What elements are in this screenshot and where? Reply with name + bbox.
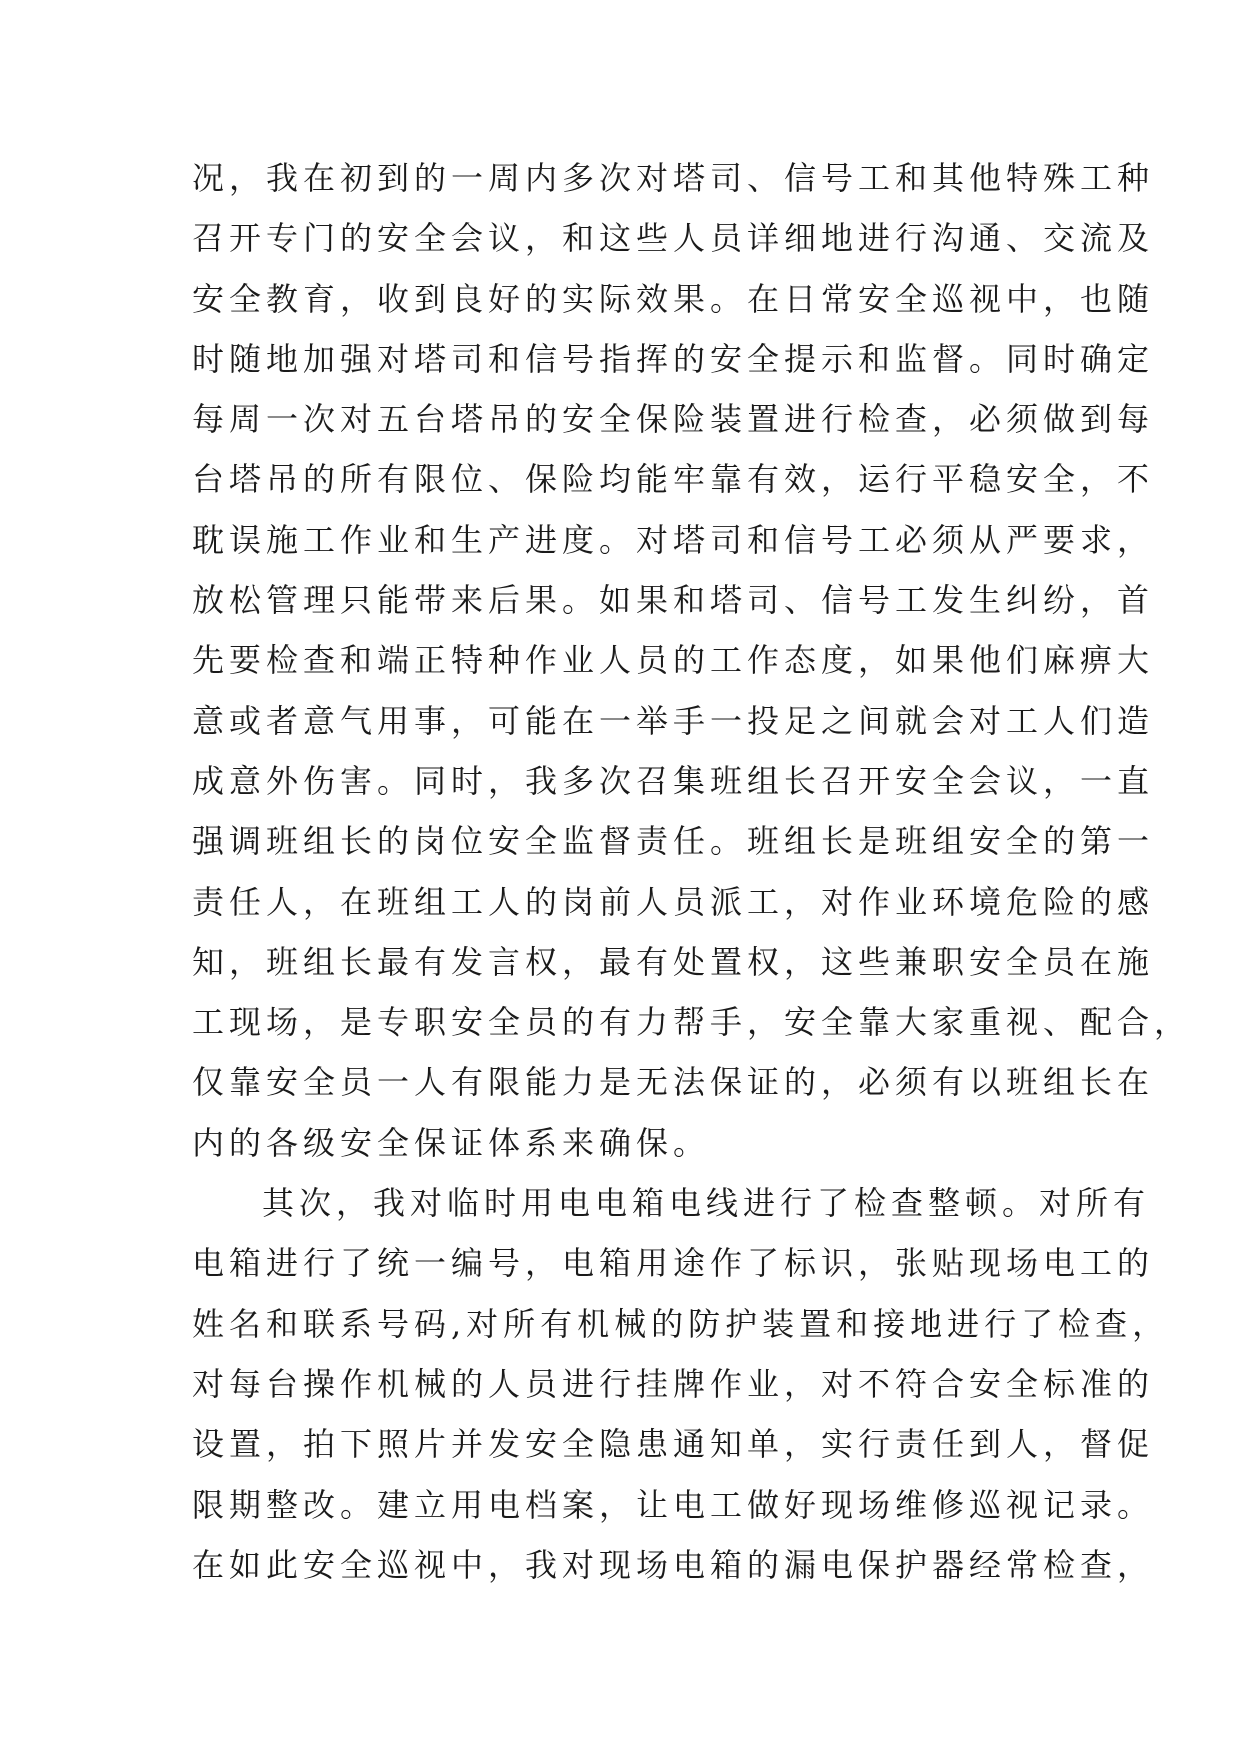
text-line: 知，班组长最有发言权，最有处置权，这些兼职安全员在施 [192,942,1155,981]
text-line: 在如此安全巡视中，我对现场电箱的漏电保护器经常检查， [192,1545,1155,1584]
text-line: 召开专门的安全会议，和这些人员详细地进行沟通、交流及 [192,219,1155,258]
text-line: 每周一次对五台塔吊的安全保险装置进行检查，必须做到每 [192,400,1155,439]
text-line: 强调班组长的岗位安全监督责任。班组长是班组安全的第一 [192,822,1155,861]
paragraph-2 [192,1183,1170,1605]
paragraph-1 [192,158,1192,1183]
text-line: 先要检查和端正特种作业人员的工作态度，如果他们麻痹大 [192,641,1155,680]
text-line: 台塔吊的所有限位、保险均能牢靠有效，运行平稳安全，不 [192,460,1155,499]
text-line: 时随地加强对塔司和信号指挥的安全提示和监督。同时确定 [192,339,1155,378]
text-line: 放松管理只能带来后果。如果和塔司、信号工发生纠纷，首 [192,581,1155,620]
text-line: 姓名和联系号码,对所有机械的防护装置和接地进行了检查， [192,1304,1170,1343]
text-line: 设置，拍下照片并发安全隐患通知单，实行责任到人，督促 [192,1425,1155,1464]
text-line: 对每台操作机械的人员进行挂牌作业，对不符合安全标准的 [192,1364,1155,1403]
text-line: 况，我在初到的一周内多次对塔司、信号工和其他特殊工种 [192,159,1155,197]
text-line: 意或者意气用事，可能在一举手一投足之间就会对工人们造 [192,701,1155,740]
text-line: 安全教育，收到良好的实际效果。在日常安全巡视中，也随 [192,279,1155,318]
text-line: 其次，我对临时用电电箱电线进行了检查整顿。对所有 [262,1184,1151,1223]
text-line: 责任人，在班组工人的岗前人员派工，对作业环境危险的感 [192,882,1155,921]
text-line: 限期整改。建立用电档案，让电工做好现场维修巡视记录。 [192,1485,1155,1524]
text-line: 成意外伤害。同时，我多次召集班组长召开安全会议，一直 [192,761,1155,800]
body-text [192,158,1192,1605]
text-line: 耽误施工作业和生产进度。对塔司和信号工必须从严要求， [192,520,1155,559]
text-line: 内的各级安全保证体系来确保。 [192,1123,711,1162]
text-line: 工现场，是专职安全员的有力帮手，安全靠大家重视、配合， [192,1003,1192,1042]
text-line: 电箱进行了统一编号，电箱用途作了标识，张贴现场电工的 [192,1244,1155,1283]
text-line: 仅靠安全员一人有限能力是无法保证的，必须有以班组长在 [192,1063,1155,1102]
